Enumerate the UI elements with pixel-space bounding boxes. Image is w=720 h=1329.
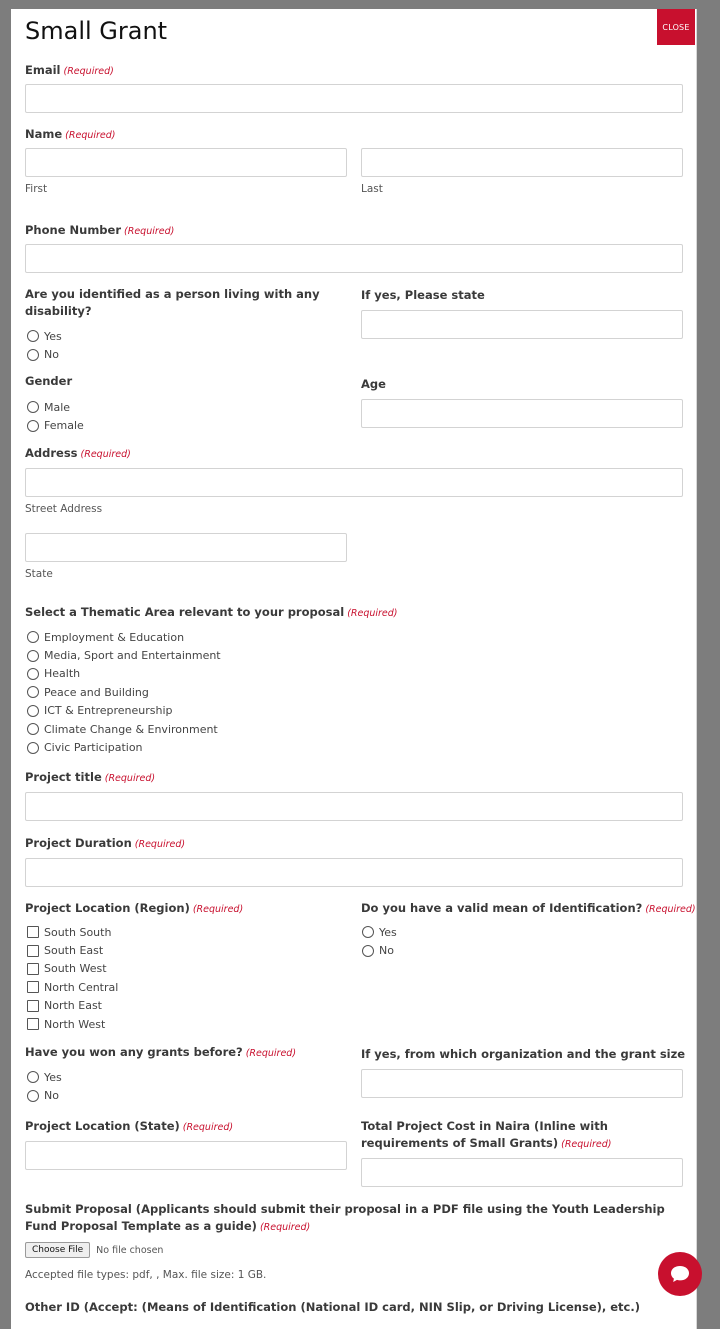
radio-option[interactable]: No bbox=[27, 345, 62, 363]
radio-option[interactable]: Health bbox=[27, 665, 221, 683]
grant-organization-input[interactable] bbox=[361, 1069, 683, 1098]
project-state-label: Project Location (State) (Required) bbox=[25, 1119, 234, 1133]
first-name-sublabel: First bbox=[25, 183, 48, 195]
checkbox[interactable] bbox=[27, 945, 39, 957]
project-duration-label: Project Duration (Required) bbox=[25, 836, 186, 850]
radio-button[interactable] bbox=[362, 926, 374, 938]
radio-option[interactable]: Yes bbox=[27, 1068, 62, 1086]
proposal-label: Submit Proposal (Applicants should submit their proposal in a PDF file using the Youth Leadership Fund Proposal Template as a guide) (Required) bbox=[25, 1202, 665, 1233]
chat-button[interactable] bbox=[658, 1252, 702, 1296]
last-name-sublabel: Last bbox=[361, 183, 383, 195]
checkbox[interactable] bbox=[27, 1018, 39, 1030]
region-label: Project Location (Region) (Required) bbox=[25, 901, 244, 915]
radio-option[interactable]: Yes bbox=[27, 327, 62, 345]
radio-button[interactable] bbox=[362, 945, 374, 957]
identification-options bbox=[362, 923, 397, 960]
checkbox[interactable] bbox=[27, 1000, 39, 1012]
project-duration-input[interactable] bbox=[25, 858, 683, 887]
radio-button[interactable] bbox=[27, 686, 39, 698]
radio-button[interactable] bbox=[27, 723, 39, 735]
state-sublabel: State bbox=[25, 568, 53, 580]
radio-option[interactable]: No bbox=[362, 941, 397, 959]
checkbox-option[interactable]: North East bbox=[27, 997, 118, 1015]
age-label: Age bbox=[361, 377, 386, 391]
phone-input[interactable] bbox=[25, 244, 683, 273]
chat-bubble-icon bbox=[669, 1264, 691, 1284]
radio-option[interactable]: No bbox=[27, 1086, 62, 1104]
phone-label: Phone Number (Required) bbox=[25, 223, 175, 237]
checkbox-option[interactable]: South South bbox=[27, 923, 118, 941]
total-cost-label: Total Project Cost in Naira (Inline with requirements of Small Grants) (Required) bbox=[361, 1119, 612, 1150]
radio-option[interactable]: Climate Change & Environment bbox=[27, 720, 221, 738]
identification-label: Do you have a valid mean of Identification? (Required) bbox=[361, 901, 696, 915]
radio-button[interactable] bbox=[27, 1071, 39, 1083]
radio-option[interactable]: Male bbox=[27, 398, 84, 416]
age-input[interactable] bbox=[361, 399, 683, 428]
proposal-file-input bbox=[25, 1242, 163, 1258]
disability-options bbox=[27, 327, 62, 364]
other-id-label: Other ID (Accept: (Means of Identification (National ID card, NIN Slip, or Driving License), etc.) bbox=[25, 1300, 640, 1314]
street-address-sublabel: Street Address bbox=[25, 503, 103, 515]
radio-button[interactable] bbox=[27, 668, 39, 680]
checkbox-option[interactable]: South West bbox=[27, 960, 118, 978]
grants-before-label: Have you won any grants before? (Required) bbox=[25, 1045, 297, 1059]
address-label: Address (Required) bbox=[25, 446, 131, 460]
close-button[interactable]: CLOSE bbox=[657, 9, 695, 45]
small-grant-modal bbox=[11, 9, 697, 1329]
project-title-input[interactable] bbox=[25, 792, 683, 821]
radio-button[interactable] bbox=[27, 349, 39, 361]
last-name-input[interactable] bbox=[361, 148, 683, 177]
name-label: Name (Required) bbox=[25, 127, 116, 141]
radio-button[interactable] bbox=[27, 742, 39, 754]
region-options bbox=[27, 923, 118, 1033]
choose-file-button[interactable]: Choose File bbox=[25, 1242, 90, 1258]
grant-organization-label: If yes, from which organization and the grant size bbox=[361, 1047, 686, 1061]
radio-option[interactable]: Civic Participation bbox=[27, 738, 221, 756]
radio-button[interactable] bbox=[27, 330, 39, 342]
radio-button[interactable] bbox=[27, 401, 39, 413]
radio-option[interactable]: Female bbox=[27, 416, 84, 434]
file-types-note: Accepted file types: pdf, , Max. file size: 1 GB. bbox=[25, 1269, 267, 1281]
checkbox-option[interactable]: South East bbox=[27, 941, 118, 959]
first-name-input[interactable] bbox=[25, 148, 347, 177]
thematic-area-label: Select a Thematic Area relevant to your proposal (Required) bbox=[25, 605, 398, 619]
radio-button[interactable] bbox=[27, 1090, 39, 1102]
disability-state-label: If yes, Please state bbox=[361, 288, 485, 302]
radio-option[interactable]: Yes bbox=[362, 923, 397, 941]
checkbox-option[interactable]: North West bbox=[27, 1015, 118, 1033]
file-status: No file chosen bbox=[96, 1244, 164, 1256]
radio-button[interactable] bbox=[27, 650, 39, 662]
radio-option[interactable]: Peace and Building bbox=[27, 683, 221, 701]
radio-option[interactable]: ICT & Entrepreneurship bbox=[27, 702, 221, 720]
radio-button[interactable] bbox=[27, 420, 39, 432]
radio-button[interactable] bbox=[27, 705, 39, 717]
gender-label: Gender bbox=[25, 374, 73, 388]
checkbox[interactable] bbox=[27, 981, 39, 993]
disability-label: Are you identified as a person living with any disability? bbox=[25, 287, 320, 318]
radio-option[interactable]: Media, Sport and Entertainment bbox=[27, 646, 221, 664]
checkbox[interactable] bbox=[27, 963, 39, 975]
thematic-area-options bbox=[27, 628, 221, 757]
email-input[interactable] bbox=[25, 84, 683, 113]
total-cost-input[interactable] bbox=[361, 1158, 683, 1187]
gender-options bbox=[27, 398, 84, 435]
checkbox[interactable] bbox=[27, 926, 39, 938]
disability-state-input[interactable] bbox=[361, 310, 683, 339]
state-input[interactable] bbox=[25, 533, 347, 562]
email-label: Email (Required) bbox=[25, 63, 114, 77]
radio-option[interactable]: Employment & Education bbox=[27, 628, 221, 646]
project-title-label: Project title (Required) bbox=[25, 770, 156, 784]
project-state-input[interactable] bbox=[25, 1141, 347, 1170]
checkbox-option[interactable]: North Central bbox=[27, 978, 118, 996]
radio-button[interactable] bbox=[27, 631, 39, 643]
grants-before-options bbox=[27, 1068, 62, 1105]
street-address-input[interactable] bbox=[25, 468, 683, 497]
modal-title: Small Grant bbox=[25, 17, 168, 45]
